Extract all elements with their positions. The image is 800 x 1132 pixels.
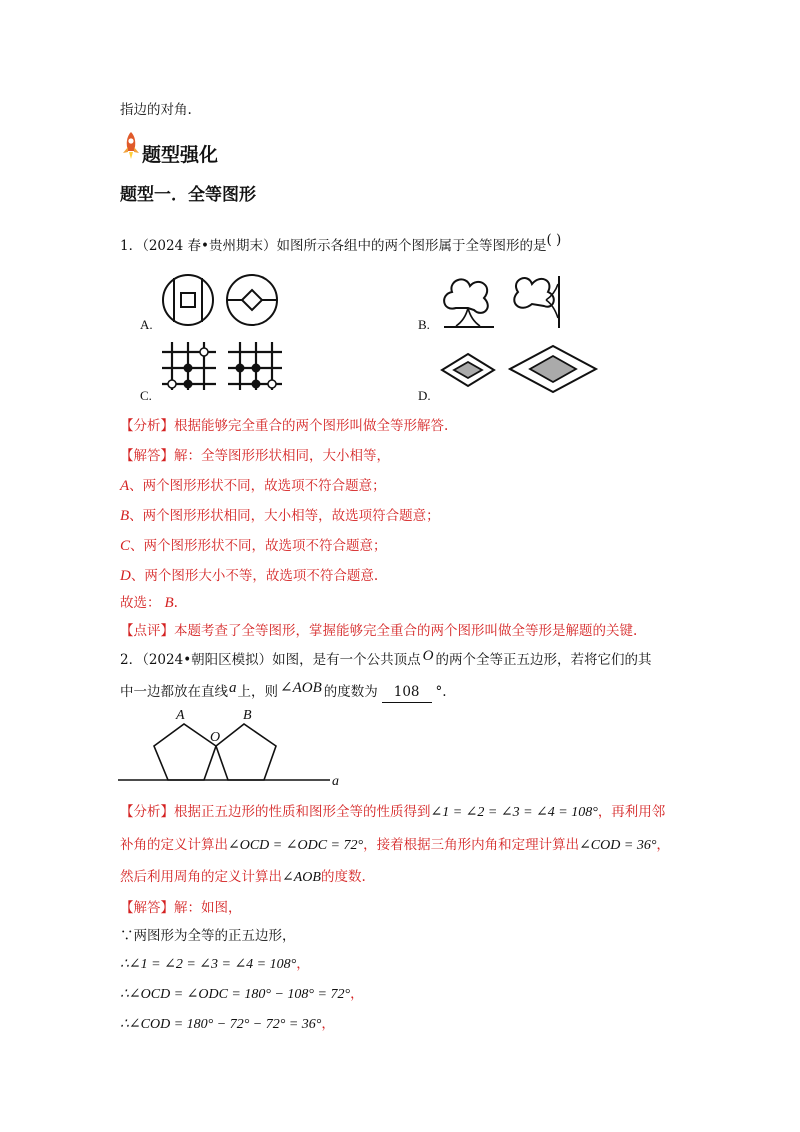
q2-answer-blank: 108 <box>382 682 432 703</box>
q2-fig-label-line-a: a <box>332 774 339 789</box>
q2-fig-label-o: O <box>210 730 221 745</box>
q2-stem-line2: 中一边都放在直线a上，则 ∠AOB 的度数为 108 °. <box>120 682 447 703</box>
q2-solution-head: 【解答】解：如图， <box>120 900 242 916</box>
q2-stem-line1: 2．（2024•朝阳区模拟）如图，是有一个公共顶点 O 的两个全等正五边形，若将它们的其 <box>120 648 652 668</box>
option-d-figure-small-diamond <box>440 352 496 388</box>
q2-solution-step1: ∵两图形为全等的正五边形， <box>120 928 296 944</box>
q1-line-b: B、两个图形形状相同，大小相等，故选项符合题意； <box>120 508 440 524</box>
option-c-figure-grid-right <box>228 342 282 390</box>
option-a-figure-circle-diamond <box>222 272 282 328</box>
option-b-figure-clover <box>438 272 498 330</box>
q1-stem: 1．（2024 春•贵州期末）如图所示各组中的两个图形属于全等图形的是( ) <box>120 232 562 254</box>
q1-choose: 故选： B. <box>120 595 178 611</box>
q1-line-d: D、两个图形大小不等，故选项不符合题意. <box>120 568 379 584</box>
option-b-figure-clover-rotated <box>508 270 566 332</box>
q2-analysis-line2: 补角的定义计算出∠OCD = ∠ODC = 72°，接着根据三角形内角和定理计算出∠COD = 36°， <box>120 837 670 853</box>
q2-fig-label-b-vertex: B <box>243 708 252 723</box>
option-d-label: D. <box>418 388 431 403</box>
q2-analysis-line1: 【分析】根据正五边形的性质和图形全等的性质得到∠1 = ∠2 = ∠3 = ∠4 = 108°，再利用邻 <box>120 804 666 820</box>
q1-solution-head: 【解答】解：全等图形形状相同，大小相等， <box>120 448 390 464</box>
intro-tail: 指边的对角. <box>120 102 192 118</box>
q2-solution-step3: ∴∠OCD = ∠ODC = 180° − 108° = 72°， <box>120 986 364 1002</box>
q1-analysis: 【分析】根据能够完全重合的两个图形叫做全等形解答. <box>120 418 449 434</box>
q1-line-a: A、两个图形形状不同，故选项不符合题意； <box>120 478 386 494</box>
option-c-label: C. <box>140 388 152 403</box>
q2-solution-step2: ∴∠1 = ∠2 = ∠3 = ∠4 = 108°， <box>120 956 310 972</box>
section-title: 题型强化 <box>142 144 219 166</box>
option-a-figure-circle-square <box>158 272 218 328</box>
type-title: 题型一．全等图形 <box>120 185 256 205</box>
q2-analysis-line3: 然后利用周角的定义计算出∠AOB的度数. <box>120 869 366 885</box>
option-c-figure-grid-left <box>162 342 216 390</box>
q1-line-c: C、两个图形形状不同，故选项不符合题意； <box>120 538 387 554</box>
q2-solution-step4: ∴∠COD = 180° − 72° − 72° = 36°， <box>120 1016 335 1032</box>
option-a-label: A. <box>140 317 153 332</box>
option-b-label: B. <box>418 317 430 332</box>
q2-pentagons-figure <box>118 704 348 786</box>
q2-fig-label-a-vertex: A <box>176 708 185 723</box>
rocket-icon <box>120 131 142 161</box>
q1-comment: 【点评】本题考查了全等图形，掌握能够完全重合的两个图形叫做全等形是解题的关键. <box>120 623 638 639</box>
option-d-figure-large-diamond <box>508 344 598 394</box>
